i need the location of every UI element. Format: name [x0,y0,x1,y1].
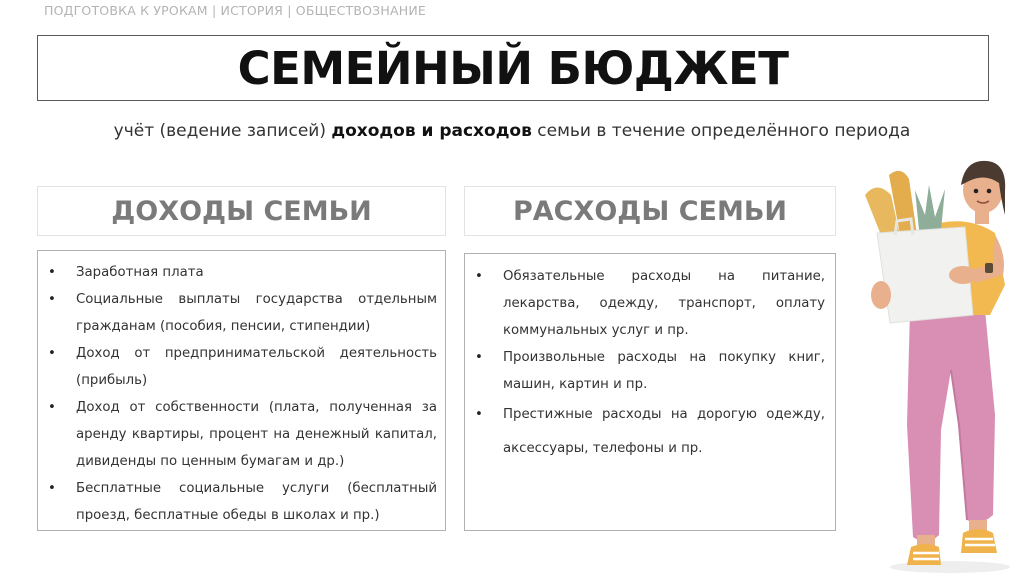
title-box [37,35,989,101]
expense-item: • Обязательные расходы на питание, лекарства, одежду, транспорт, оплату коммунальных услуг и пр. [473,263,825,344]
income-list [46,259,437,529]
definition-after: семьи в течение определённого периода [531,121,911,141]
income-item: • Доход от собственности (плата, полученная за аренду квартиры, процент на денежный капитал, дивиденды по ценным бумагам и др.) [46,394,437,475]
definition-text [0,121,1024,141]
expense-item: • Престижные расходы на дорогую одежду, аксессуары, телефоны и пр. [473,398,825,466]
woman-with-grocery-bag-illustration [855,155,1024,574]
income-item: • Социальные выплаты государства отдельным гражданам (пособия, пенсии, стипендии) [46,286,437,340]
breadcrumb: ПОДГОТОВКА К УРОКАМ | ИСТОРИЯ | ОБЩЕСТВОЗНАНИЕ [44,3,426,18]
expenses-header: РАСХОДЫ СЕМЬИ [513,195,787,227]
expenses-header-box [464,186,836,236]
income-item: • Бесплатные социальные услуги (бесплатный проезд, бесплатные обеды в школах и пр.) [46,475,437,529]
definition-bold: доходов и расходов [331,121,532,141]
definition-before: учёт (ведение записей) [113,121,332,141]
expenses-list [473,263,825,466]
income-header-box [37,186,446,236]
income-header: ДОХОДЫ СЕМЬИ [111,195,372,227]
expense-item: • Произвольные расходы на покупку книг, машин, картин и пр. [473,344,825,398]
income-list-box [37,250,446,531]
page-title: СЕМЕЙНЫЙ БЮДЖЕТ [237,41,789,95]
income-item: • Доход от предпринимательской деятельность (прибыль) [46,340,437,394]
income-item: • Заработная плата [46,259,437,286]
expenses-list-box [464,253,836,531]
